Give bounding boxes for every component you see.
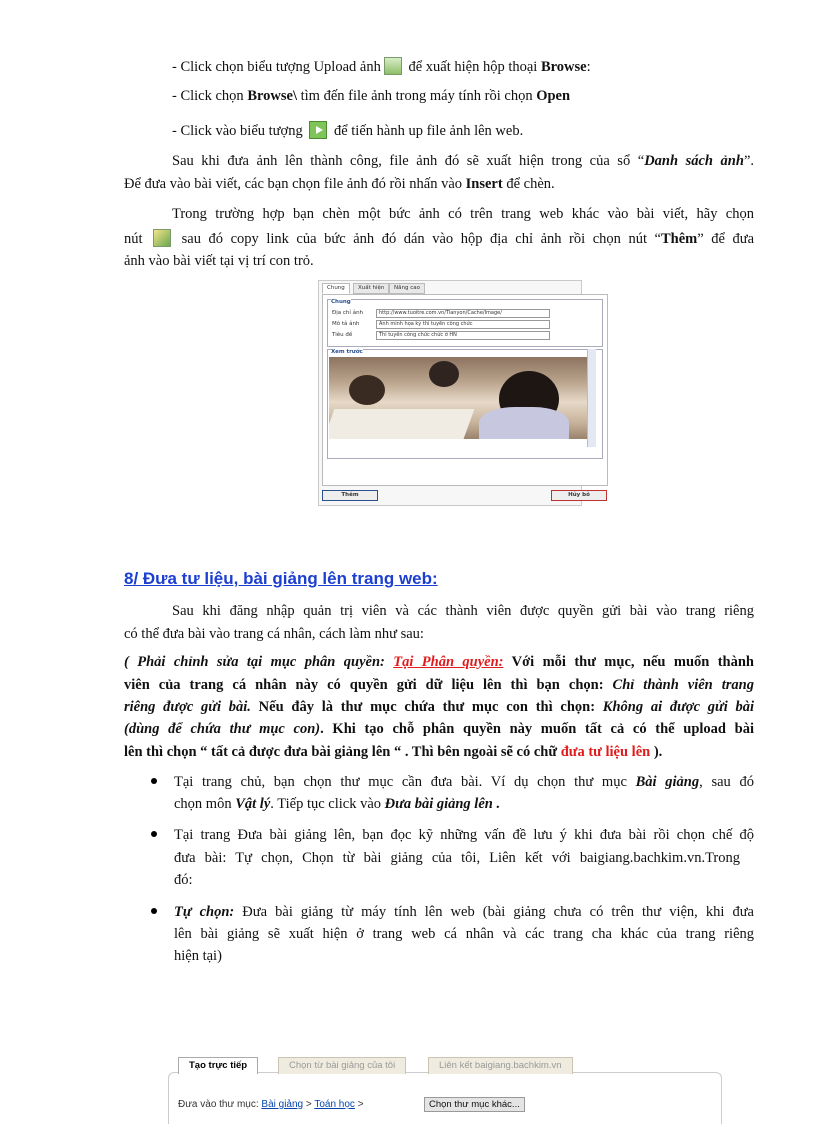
paragraph-insert-web-3: ảnh vào bài viết tại vị trí con trỏ. <box>124 253 314 269</box>
section-heading: 8/ Đưa tư liệu, bài giảng lên trang web: <box>124 569 438 588</box>
permission-line-3: riêng được gửi bài. Nếu đây là thư mục chứa thư mục con thì chọn: Không ai được gửi bài <box>124 699 754 715</box>
paragraph-after-upload-2: Để đưa vào bài viết, các bạn chọn file ảnh đó rồi nhấn vào Insert để chèn. <box>124 176 555 192</box>
tab-xuat-hien[interactable]: Xuất hiện <box>353 283 389 294</box>
field-label-description: Mô tả ảnh <box>332 321 360 327</box>
insert-image-icon <box>153 229 171 247</box>
preview-scrollbar[interactable] <box>587 349 596 447</box>
image-address-input[interactable]: http://www.tuoitre.com.vn/Tianyon/Cache/Image/ <box>376 309 550 318</box>
image-description-input[interactable]: Ảnh minh họa kỳ thi tuyển công chức <box>376 320 550 329</box>
add-button[interactable]: Thêm <box>322 490 378 501</box>
general-fieldset <box>327 299 603 347</box>
bullet2-line-1: Tại trang Đưa bài giảng lên, bạn đọc kỹ những vấn đề lưu ý khi đưa bài rồi chọn chế độ <box>174 827 754 843</box>
permission-line-2: viên của trang cá nhân này có quyền gửi dữ liệu lên thì bạn chọn: Chỉ thành viên trang <box>124 677 754 693</box>
field-label-title: Tiêu đề <box>332 332 353 338</box>
cancel-button[interactable]: Hủy bỏ <box>551 490 607 501</box>
bullet1-line-1: Tại trang chủ, bạn chọn thư mục cần đưa bài. Ví dụ chọn thư mục Bài giảng, sau đó <box>174 774 755 790</box>
preview-photo <box>329 357 587 439</box>
general-legend: Chung <box>331 299 351 305</box>
bullet3-line-1: Tự chọn: Đưa bài giảng từ máy tính lên web (bài giảng chưa có trên thư viện, khi đưa <box>174 904 754 920</box>
paragraph-insert-web-1: Trong trường hợp bạn chèn một bức ảnh có trên trang web khác vào bài viết, hãy chọn <box>172 206 754 222</box>
target-folder-row: Đưa vào thư mục: Bài giảng > Toán học > <box>178 1099 364 1110</box>
permission-line-5: lên thì chọn “ tất cả được đưa bài giảng lên “ . Thì bên ngoài sẽ có chữ đưa tư liệu lên ). <box>124 744 663 760</box>
target-folder-label: Đưa vào thư mục: <box>178 1099 259 1110</box>
preview-legend: Xem trước <box>331 349 363 355</box>
image-insert-dialog-screenshot <box>318 280 590 506</box>
play-icon <box>309 121 327 139</box>
bullet1-line-2: chọn môn Vật lý. Tiếp tục click vào Đưa bài giảng lên . <box>174 796 501 812</box>
permission-line-4: (dùng để chứa thư mục con). Khi tạo chỗ phân quyền này muốn tất cả có thể upload bài <box>124 721 755 737</box>
bullet-dot <box>151 908 157 914</box>
bullet2-line-2: đưa bài: Tự chọn, Chọn từ bài giảng của tôi, Liên kết với baigiang.bachkim.vn.Trong <box>174 850 740 866</box>
tab-choose-my-lectures[interactable]: Chọn từ bài giảng của tôi <box>278 1057 406 1074</box>
paragraph-insert-web-2: nút sau đó copy link của bức ảnh đó dán vào hộp địa chỉ ảnh rồi chọn nút “Thêm” để đưa <box>124 231 755 247</box>
tab-create-direct[interactable]: Tạo trực tiếp <box>178 1057 258 1074</box>
instruction-browse-line: - Click chọn Browse\ tìm đến file ảnh trong máy tính rồi chọn Open <box>172 88 571 104</box>
field-label-address: Địa chỉ ảnh <box>332 310 364 316</box>
tab-nang-cao[interactable]: Nâng cao <box>389 283 425 294</box>
upload-image-icon <box>384 57 402 75</box>
breadcrumb-bai-giang[interactable]: Bài giảng <box>261 1099 304 1110</box>
bullet3-line-3: hiện tại) <box>174 948 222 964</box>
bullet2-line-3: đó: <box>174 872 193 888</box>
bullet3-line-2: lên bài giảng sẽ xuất hiện ở trang web cá nhân và các trang cha khác của trang riêng <box>174 926 754 942</box>
instruction-upload-line: - Click chọn biểu tượng Upload ảnh để xuất hiện hộp thoại Browse: <box>172 59 591 75</box>
paragraph-after-upload-1: Sau khi đưa ảnh lên thành công, file ảnh đó sẽ xuất hiện trong của sổ “Danh sách ảnh”. <box>172 153 754 169</box>
choose-other-folder-button[interactable]: Chọn thư mục khác... <box>424 1097 525 1112</box>
permission-line-1: ( Phải chỉnh sửa tại mục phân quyền: Tại Phân quyền: Với mỗi thư mục, nếu muốn thành <box>124 654 755 670</box>
tab-link-baigiang[interactable]: Liên kết baigiang.bachkim.vn <box>428 1057 573 1074</box>
paragraph-login-1: Sau khi đăng nhập quản trị viên và các thành viên được quyền gửi bài vào trang riêng <box>172 603 754 619</box>
instruction-play-line: - Click vào biểu tượng để tiến hành up file ảnh lên web. <box>172 123 524 139</box>
paragraph-login-2: có thể đưa bài vào trang cá nhân, cách làm như sau: <box>124 626 424 642</box>
bullet-dot <box>151 831 157 837</box>
bullet-dot <box>151 778 157 784</box>
image-title-input[interactable]: Thi tuyển công chức chức ở HN <box>376 331 550 340</box>
tab-chung[interactable]: Chung <box>322 283 350 294</box>
breadcrumb-toan-hoc[interactable]: Toán học <box>314 1099 355 1110</box>
